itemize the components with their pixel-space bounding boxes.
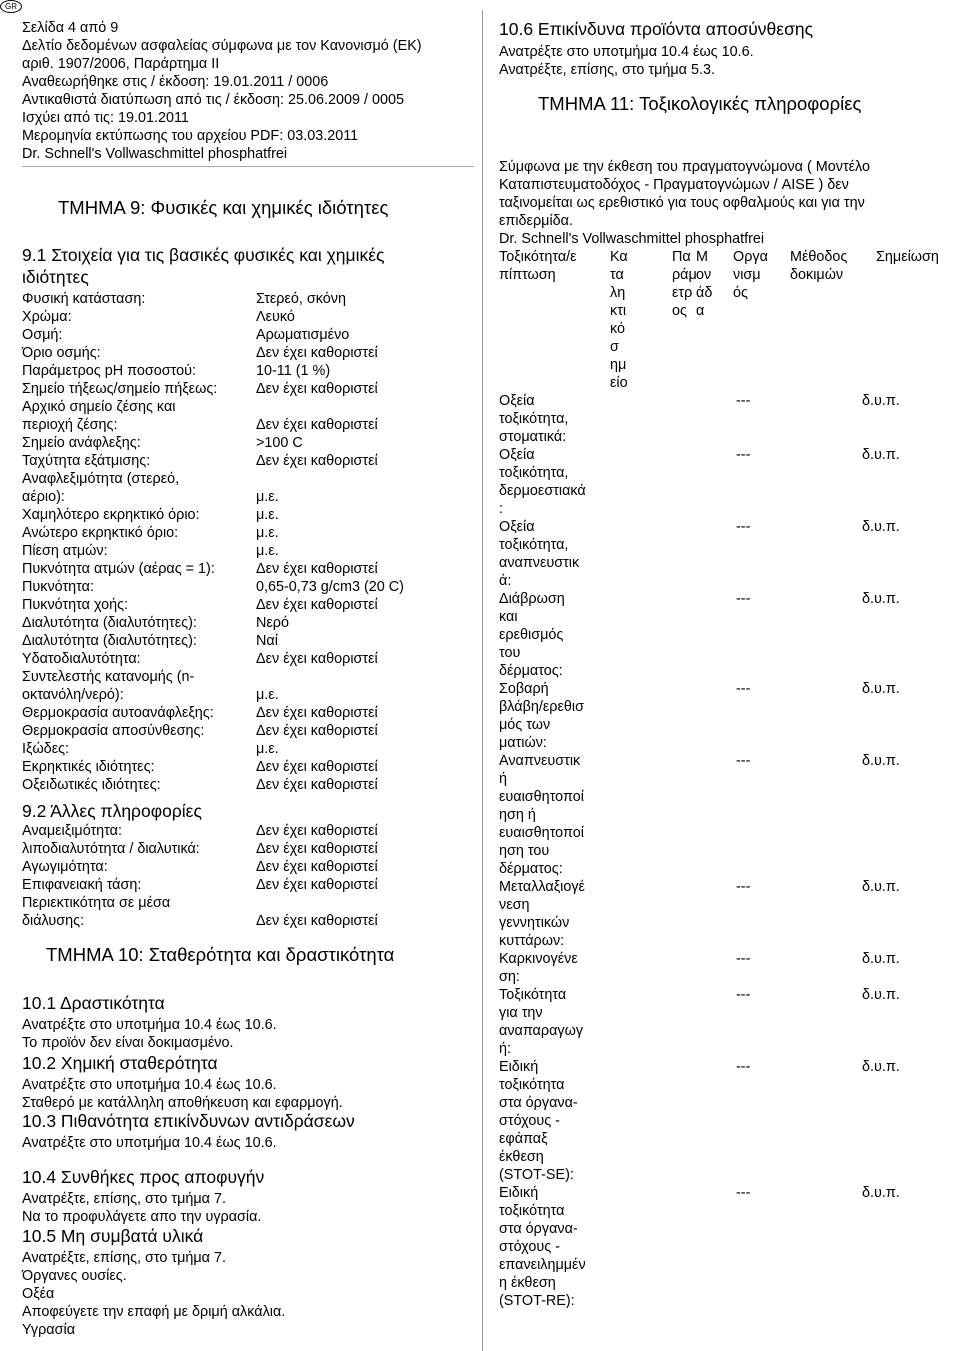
- property-label: Υδατοδιαλυτότητα:: [22, 651, 141, 667]
- text-line: Ανατρέξτε στο υποτμήμα 10.4 έως 10.6.: [22, 1077, 277, 1093]
- tox-endpoint-label: στοματικά:: [499, 429, 567, 445]
- property-value: μ.ε.: [256, 507, 279, 523]
- tox-endpoint-label: μός των: [499, 717, 551, 733]
- property-label: Παράμετρος pH ποσοστού:: [22, 363, 196, 379]
- header-category: λη: [610, 285, 626, 301]
- text-line: Το προϊόν δεν είναι δοκιμασμένο.: [22, 1035, 234, 1051]
- header-category: Κα: [610, 249, 628, 265]
- property-value: μ.ε.: [256, 687, 279, 703]
- tox-remark: δ.υ.π.: [862, 951, 900, 967]
- text-line: Ανατρέξτε, επίσης, στο τμήμα 7.: [22, 1250, 226, 1266]
- tox-remark: δ.υ.π.: [862, 591, 900, 607]
- tox-endpoint-label: δερμοεστιακά: [499, 483, 586, 499]
- property-label: λιποδιαλυτότητα / διαλυτικά:: [22, 841, 200, 857]
- tox-value-dash: ---: [736, 393, 751, 409]
- property-label: Χρώμα:: [22, 309, 72, 325]
- property-label: αέριο):: [22, 489, 65, 505]
- tox-endpoint-label: στόχους -: [499, 1239, 560, 1255]
- property-label: Οσμή:: [22, 327, 63, 343]
- text-line: Όργανες ουσίες.: [22, 1268, 127, 1284]
- property-label: Χαμηλότερο εκρηκτικό όριο:: [22, 507, 200, 523]
- header-parameter: ος: [672, 303, 687, 319]
- property-label: περιοχή ζέσης:: [22, 417, 118, 433]
- tox-value-dash: ---: [736, 519, 751, 535]
- header-category: σ: [610, 339, 619, 355]
- tox-endpoint-label: (STOT-RE):: [499, 1293, 575, 1309]
- property-label: Ταχύτητα εξάτμισης:: [22, 453, 151, 469]
- property-value: Νερό: [256, 615, 289, 631]
- section-9-title: ΤΜΗΜΑ 9: Φυσικές και χημικές ιδιότητες: [58, 197, 389, 218]
- property-value: Δεν έχει καθοριστεί: [256, 841, 378, 857]
- header-test-method: Μέθοδος: [790, 249, 848, 265]
- tox-value-dash: ---: [736, 591, 751, 607]
- tox-value-dash: ---: [736, 879, 751, 895]
- property-label: Αρχικό σημείο ζέσης και: [22, 399, 176, 415]
- tox-value-dash: ---: [736, 753, 751, 769]
- property-value: Δεν έχει καθοριστεί: [256, 723, 378, 739]
- tox-product-name: Dr. Schnell's Vollwaschmittel phosphatfrei: [499, 231, 765, 247]
- tox-endpoint-label: και: [499, 609, 518, 625]
- property-value: Δεν έχει καθοριστεί: [256, 877, 378, 893]
- tox-remark: δ.υ.π.: [862, 519, 900, 535]
- text-line: Υγρασία: [22, 1322, 76, 1338]
- property-label: Πυκνότητα χοής:: [22, 597, 129, 613]
- tox-endpoint-label: κυττάρων:: [499, 933, 565, 949]
- property-label: Επιφανειακή τάση:: [22, 877, 142, 893]
- tox-endpoint-label: :: [499, 501, 503, 517]
- subsection-9-1-title-cont: ιδιότητες: [22, 267, 89, 287]
- tox-remark: δ.υ.π.: [862, 987, 900, 1003]
- tox-endpoint-label: του: [499, 645, 521, 661]
- text-line: Αποφεύγετε την επαφή με δριμή αλκάλια.: [22, 1304, 286, 1320]
- header-category: κό: [610, 321, 626, 337]
- tox-endpoint-label: τοξικότητα,: [499, 411, 569, 427]
- section-10-title: ΤΜΗΜΑ 10: Σταθερότητα και δραστικότητα: [46, 944, 395, 965]
- tox-endpoint-label: ση:: [499, 969, 520, 985]
- property-label: Θερμοκρασία αυτοανάφλεξης:: [22, 705, 214, 721]
- tox-endpoint-label: νεση: [499, 897, 530, 913]
- property-value: μ.ε.: [256, 489, 279, 505]
- property-value: Δεν έχει καθοριστεί: [256, 345, 378, 361]
- intro-line: ταξινομείται ως ερεθιστικό για τους οφθαλμούς και για την: [499, 195, 865, 211]
- property-label: Ανώτερο εκρηκτικό όριο:: [22, 525, 179, 541]
- property-label: Πυκνότητα:: [22, 579, 94, 595]
- tox-endpoint-label: Τοξικότητα: [499, 987, 567, 1003]
- tox-endpoint-label: Ειδική: [499, 1185, 539, 1201]
- property-label: Διαλυτότητα (διαλυτότητες):: [22, 615, 197, 631]
- header-toxicity: Τοξικότητα/ε: [499, 249, 577, 265]
- subsection-10-1-title: 10.1 Δραστικότητα: [22, 993, 165, 1013]
- property-value: Δεν έχει καθοριστεί: [256, 417, 378, 433]
- language-badge: GR: [0, 0, 22, 13]
- tox-endpoint-label: ή:: [499, 1041, 512, 1057]
- tox-endpoint-label: στα όργανα-: [499, 1095, 578, 1111]
- tox-endpoint-label: έκθεση: [499, 1149, 544, 1165]
- intro-line: Καταπιστευματοδόχος - Πραγματογνώμων / AISE ) δεν: [499, 177, 849, 193]
- header-line: Ισχύει από τις: 19.01.2011: [22, 110, 189, 126]
- text-line: Ανατρέξτε στο υποτμήμα 10.4 έως 10.6.: [22, 1135, 277, 1151]
- header-parameter: ετρ: [672, 285, 693, 301]
- property-label: Αναφλεξιμότητα (στερεό,: [22, 471, 180, 487]
- header-category: ημ: [610, 357, 627, 373]
- tox-endpoint-label: Οξεία: [499, 447, 535, 463]
- subsection-10-5-title: 10.5 Μη συμβατά υλικά: [22, 1226, 204, 1246]
- property-label: Οξειδωτικές ιδιότητες:: [22, 777, 161, 793]
- tox-remark: δ.υ.π.: [862, 879, 900, 895]
- header-remarks: Σημείωση: [876, 249, 939, 265]
- property-label: Εκρηκτικές ιδιότητες:: [22, 759, 155, 775]
- tox-value-dash: ---: [736, 1185, 751, 1201]
- header-line: αριθ. 1907/2006, Παράρτημα II: [22, 56, 220, 72]
- header-value: άδ: [696, 285, 713, 301]
- tox-remark: δ.υ.π.: [862, 681, 900, 697]
- property-value: 0,65-0,73 g/cm3 (20 C): [256, 579, 404, 595]
- property-value: Δεν έχει καθοριστεί: [256, 859, 378, 875]
- tox-endpoint-label: στόχους -: [499, 1113, 560, 1129]
- text-line: Ανατρέξτε, επίσης, στο τμήμα 7.: [22, 1191, 226, 1207]
- text-line: Ανατρέξτε, επίσης, στο τμήμα 5.3.: [499, 62, 715, 78]
- tox-endpoint-label: για την: [499, 1005, 543, 1021]
- text-line: Να το προφυλάγετε απο την υγρασία.: [22, 1209, 262, 1225]
- property-value: Αρωματισμένο: [256, 327, 350, 343]
- property-label: Πυκνότητα ατμών (αέρας = 1):: [22, 561, 215, 577]
- tox-value-dash: ---: [736, 951, 751, 967]
- tox-endpoint-label: ματιών:: [499, 735, 547, 751]
- tox-endpoint-label: Ειδική: [499, 1059, 539, 1075]
- product-name: Dr. Schnell's Vollwaschmittel phosphatfrei: [22, 146, 288, 162]
- tox-endpoint-label: δέρματος:: [499, 663, 563, 679]
- tox-value-dash: ---: [736, 1059, 751, 1075]
- tox-value-dash: ---: [736, 681, 751, 697]
- property-value: Δεν έχει καθοριστεί: [256, 705, 378, 721]
- header-parameter: ράμ: [672, 267, 697, 283]
- property-label: Σημείο ανάφλεξης:: [22, 435, 141, 451]
- header-organism: νισμ: [733, 267, 761, 283]
- property-value: >100 C: [256, 435, 303, 451]
- property-label: Θερμοκρασία αποσύνθεσης:: [22, 723, 205, 739]
- header-organism: Οργα: [733, 249, 768, 265]
- property-value: Δεν έχει καθοριστεί: [256, 913, 378, 929]
- header-organism: ός: [733, 285, 748, 301]
- property-label: Περιεκτικότητα σε μέσα: [22, 895, 171, 911]
- header-value: α: [696, 303, 705, 319]
- text-line: Ανατρέξτε στο υποτμήμα 10.4 έως 10.6.: [22, 1017, 277, 1033]
- subsection-10-2-title: 10.2 Χημική σταθερότητα: [22, 1053, 218, 1073]
- tox-remark: δ.υ.π.: [862, 1185, 900, 1201]
- header-line: Αναθεωρήθηκε στις / έκδοση: 19.01.2011 / 0006: [22, 74, 329, 90]
- header-line: Αντικαθιστά διατύπωση από τις / έκδοση: 25.06.2009 / 0005: [22, 92, 404, 108]
- intro-line: επιδερμίδα.: [499, 213, 573, 229]
- header-line: Σελίδα 4 από 9: [22, 20, 119, 36]
- property-label: Πίεση ατμών:: [22, 543, 108, 559]
- property-value: Δεν έχει καθοριστεί: [256, 453, 378, 469]
- property-label: διάλυσης:: [22, 913, 85, 929]
- property-label: Όριο οσμής:: [22, 345, 101, 361]
- header-test-method: δοκιμών: [790, 267, 844, 283]
- property-value: μ.ε.: [256, 525, 279, 541]
- tox-remark: δ.υ.π.: [862, 447, 900, 463]
- property-value: Στερεό, σκόνη: [256, 291, 347, 307]
- header-parameter: Πα: [672, 249, 691, 265]
- tox-endpoint-label: Σοβαρή: [499, 681, 549, 697]
- property-value: Δεν έχει καθοριστεί: [256, 777, 378, 793]
- tox-endpoint-label: Καρκινογένε: [499, 951, 578, 967]
- tox-endpoint-label: βλάβη/ερεθισ: [499, 699, 584, 715]
- tox-endpoint-label: Διάβρωση: [499, 591, 565, 607]
- header-toxicity: πίπτωση: [499, 267, 556, 283]
- subsection-10-3-title: 10.3 Πιθανότητα επικίνδυνων αντιδράσεων: [22, 1111, 355, 1131]
- subsection-9-1-title: 9.1 Στοιχεία για τις βασικές φυσικές και χημικές: [22, 245, 385, 265]
- property-label: Σημείο τήξεως/σημείο πήξεως:: [22, 381, 218, 397]
- tox-endpoint-label: ερεθισμός: [499, 627, 564, 643]
- tox-endpoint-label: ηση ή: [499, 807, 536, 823]
- tox-endpoint-label: γεννητικών: [499, 915, 570, 931]
- tox-endpoint-label: τοξικότητα: [499, 1203, 565, 1219]
- property-value: Δεν έχει καθοριστεί: [256, 561, 378, 577]
- tox-endpoint-label: στα όργανα-: [499, 1221, 578, 1237]
- tox-remark: δ.υ.π.: [862, 753, 900, 769]
- header-divider: [22, 166, 474, 167]
- property-label: Ιξώδες:: [22, 741, 70, 757]
- property-value: μ.ε.: [256, 741, 279, 757]
- subsection-10-4-title: 10.4 Συνθήκες προς αποφυγήν: [22, 1167, 265, 1187]
- tox-endpoint-label: ά:: [499, 573, 512, 589]
- tox-endpoint-label: αναπνευστικ: [499, 555, 580, 571]
- tox-endpoint-label: επανειλημμέν: [499, 1257, 586, 1273]
- tox-value-dash: ---: [736, 447, 751, 463]
- tox-endpoint-label: ευαισθητοποί: [499, 789, 584, 805]
- tox-endpoint-label: τοξικότητα: [499, 1077, 565, 1093]
- column-divider: [482, 10, 483, 1351]
- intro-line: Σύμφωνα με την έκθεση του πραγματογνώμονα ( Μοντέλο: [499, 159, 871, 175]
- tox-endpoint-label: εφάπαξ: [499, 1131, 548, 1147]
- property-label: Συντελεστής κατανομής (n-: [22, 669, 195, 685]
- tox-endpoint-label: δέρματος:: [499, 861, 563, 877]
- header-line: Δελτίο δεδομένων ασφαλείας σύμφωνα με τον Κανονισμό (ΕΚ): [22, 38, 422, 54]
- text-line: Ανατρέξτε στο υποτμήμα 10.4 έως 10.6.: [499, 44, 754, 60]
- header-value: ον: [696, 267, 712, 283]
- property-value: Δεν έχει καθοριστεί: [256, 381, 378, 397]
- text-line: Σταθερό με κατάλληλη αποθήκευση και εφαρμογή.: [22, 1095, 343, 1111]
- tox-endpoint-label: Οξεία: [499, 519, 535, 535]
- tox-endpoint-label: ή: [499, 771, 508, 787]
- property-label: Φυσική κατάσταση:: [22, 291, 146, 307]
- tox-endpoint-label: Οξεία: [499, 393, 535, 409]
- tox-endpoint-label: η έκθεση: [499, 1275, 556, 1291]
- tox-endpoint-label: αναπαραγωγ: [499, 1023, 584, 1039]
- tox-endpoint-label: Μεταλλαξιογέ: [499, 879, 585, 895]
- property-label: Αναμειξιμότητα:: [22, 823, 122, 839]
- header-line: Μερομηνία εκτύπωσης του αρχείου PDF: 03.03.2011: [22, 128, 359, 144]
- tox-endpoint-label: τοξικότητα,: [499, 465, 569, 481]
- tox-endpoint-label: (STOT-SE):: [499, 1167, 574, 1183]
- header-category: κτι: [610, 303, 627, 319]
- subsection-10-6-title: 10.6 Επικίνδυνα προϊόντα αποσύνθεσης: [499, 19, 814, 39]
- header-value: Μ: [696, 249, 708, 265]
- tox-endpoint-label: ηση του: [499, 843, 550, 859]
- tox-value-dash: ---: [736, 987, 751, 1003]
- subsection-9-2-title: 9.2 Άλλες πληροφορίες: [22, 801, 202, 821]
- header-category: είο: [610, 375, 628, 391]
- tox-endpoint-label: Αναπνευστικ: [499, 753, 581, 769]
- property-label: οκτανόλη/νερό):: [22, 687, 124, 703]
- tox-endpoint-label: ευαισθητοποί: [499, 825, 584, 841]
- section-11-title: ΤΜΗΜΑ 11: Τοξικολογικές πληροφορίες: [538, 93, 862, 114]
- property-value: Δεν έχει καθοριστεί: [256, 597, 378, 613]
- property-value: Ναί: [256, 633, 278, 649]
- property-value: Λευκό: [256, 309, 295, 325]
- property-label: Αγωγιμότητα:: [22, 859, 108, 875]
- tox-remark: δ.υ.π.: [862, 393, 900, 409]
- property-value: Δεν έχει καθοριστεί: [256, 651, 378, 667]
- property-label: Διαλυτότητα (διαλυτότητες):: [22, 633, 197, 649]
- text-line: Οξέα: [22, 1286, 55, 1302]
- property-value: Δεν έχει καθοριστεί: [256, 823, 378, 839]
- header-category: τα: [610, 267, 624, 283]
- property-value: 10-11 (1 %): [256, 363, 331, 379]
- tox-endpoint-label: τοξικότητα,: [499, 537, 569, 553]
- property-value: μ.ε.: [256, 543, 279, 559]
- property-value: Δεν έχει καθοριστεί: [256, 759, 378, 775]
- tox-remark: δ.υ.π.: [862, 1059, 900, 1075]
